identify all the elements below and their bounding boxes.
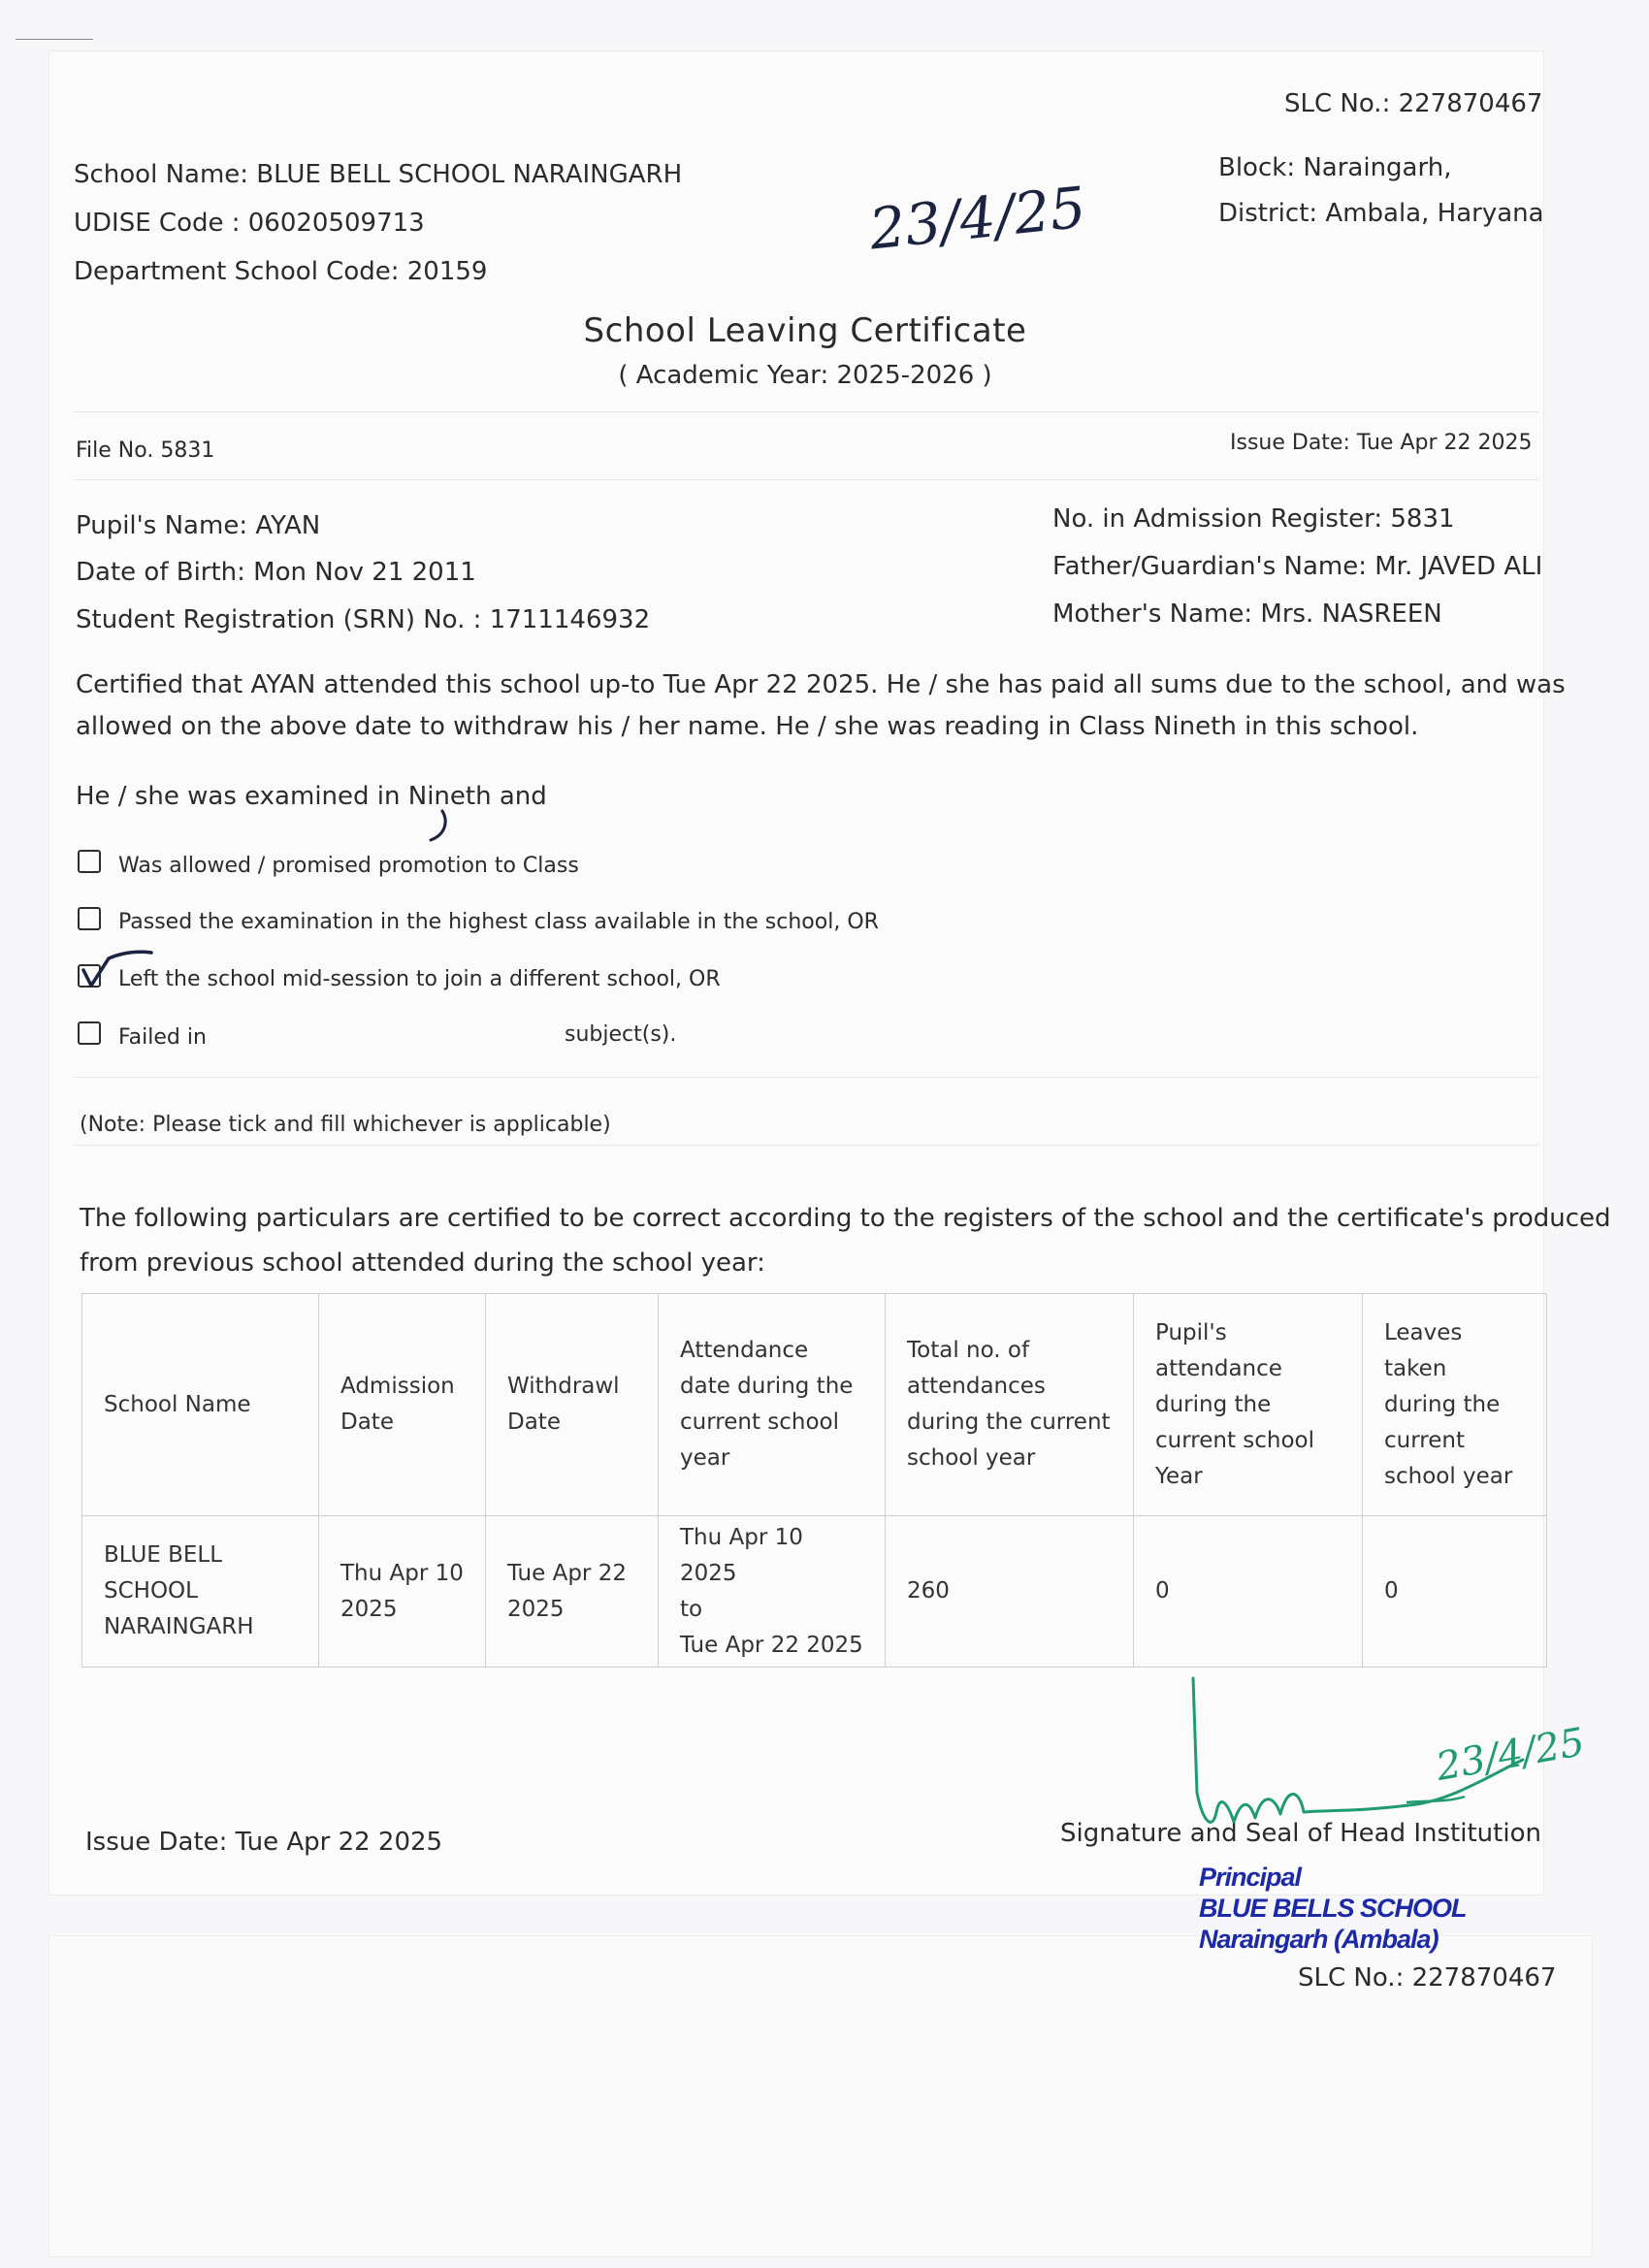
- stamp-principal: Principal: [1199, 1863, 1302, 1892]
- particulars-line-2: from previous school attended during the school year:: [80, 1248, 765, 1278]
- signature-label: Signature and Seal of Head Institution: [1060, 1819, 1541, 1848]
- table-cell-text: 2025: [340, 1596, 398, 1622]
- table-header-text: School Name: [104, 1391, 251, 1417]
- cell-admission-date: [319, 1516, 486, 1668]
- table-cell-text: BLUE BELL: [104, 1542, 223, 1568]
- table-header-text: during the: [1155, 1391, 1272, 1417]
- table-header-text: date during the: [680, 1374, 854, 1399]
- table-cell-text: Thu Apr 10: [340, 1560, 464, 1586]
- table-cell-text: 0: [1155, 1578, 1170, 1604]
- header-school-name: [82, 1294, 319, 1516]
- pupil-name: Pupil's Name: AYAN: [76, 511, 321, 540]
- table-header-text: current: [1384, 1427, 1465, 1453]
- date-of-birth: Date of Birth: Mon Nov 21 2011: [76, 558, 476, 587]
- divider: [74, 479, 1538, 480]
- table-cell-text: 2025: [507, 1596, 565, 1622]
- scan-mark: [16, 39, 93, 40]
- table-cell-text: NARAINGARH: [104, 1614, 254, 1639]
- table-cell-text: Thu Apr 10 2025: [680, 1524, 803, 1586]
- table-header-text: taken: [1384, 1355, 1447, 1381]
- table-header-text: Date: [507, 1409, 561, 1435]
- table-cell-text: Tue Apr 22 2025: [680, 1632, 863, 1658]
- header-attendance-date: [659, 1294, 886, 1516]
- father-name: Father/Guardian's Name: Mr. JAVED ALI: [1052, 552, 1543, 581]
- particulars-table: [81, 1293, 1547, 1668]
- block: Block: Naraingarh,: [1218, 153, 1452, 182]
- slc-number-bottom: SLC No.: 227870467: [1298, 1963, 1557, 1993]
- admission-register-no: No. in Admission Register: 5831: [1052, 504, 1455, 534]
- particulars-line-1: The following particulars are certified to be correct according to the registers of the school and the certificate's produced: [80, 1204, 1611, 1233]
- option-failed-label: Failed in: [118, 1025, 207, 1050]
- certified-line-2: allowed on the above date to withdraw his / her name. He / she was reading in Class Nineth in this school.: [76, 712, 1419, 741]
- file-number: File No. 5831: [76, 438, 215, 463]
- table-header-text: Leaves: [1384, 1319, 1463, 1345]
- issue-date-top: Issue Date: Tue Apr 22 2025: [1230, 431, 1533, 455]
- cell-pupil-attendance: [1134, 1516, 1363, 1668]
- table-header-text: during the current: [907, 1409, 1111, 1435]
- cell-school-name: [82, 1516, 319, 1668]
- header-admission-date: [319, 1294, 486, 1516]
- divider: [74, 1145, 1538, 1146]
- checkbox-passed[interactable]: [78, 907, 101, 930]
- school-name: School Name: BLUE BELL SCHOOL NARAINGARH: [74, 160, 683, 189]
- slc-number-top: SLC No.: 227870467: [1284, 89, 1543, 118]
- certified-line-1: Certified that AYAN attended this school up-to Tue Apr 22 2025. He / she has paid all sums due to the school, and was: [76, 670, 1566, 699]
- divider: [74, 1077, 1538, 1078]
- cell-total-attendances: [886, 1516, 1134, 1668]
- table-header-text: current school: [680, 1409, 840, 1435]
- table-cell-text: 0: [1384, 1578, 1399, 1604]
- udise-code: UDISE Code : 06020509713: [74, 209, 425, 238]
- table-header-text: Attendance: [680, 1338, 809, 1363]
- checkbox-failed[interactable]: [78, 1021, 101, 1045]
- table-cell-text: Tue Apr 22: [507, 1560, 627, 1586]
- table-header-text: Pupil's: [1155, 1319, 1227, 1345]
- table-header-text: Total no. of: [907, 1338, 1030, 1363]
- srn-number: Student Registration (SRN) No. : 1711146932: [76, 605, 651, 634]
- pen-stroke-mark: [427, 807, 456, 846]
- department-code: Department School Code: 20159: [74, 257, 488, 286]
- table-header-text: Admission: [340, 1374, 455, 1399]
- divider: [74, 411, 1538, 412]
- handwritten-date: 23/4/25: [866, 174, 1089, 263]
- stamp-location: Naraingarh (Ambala): [1199, 1925, 1439, 1954]
- option-promotion-label: Was allowed / promised promotion to Class: [118, 854, 579, 878]
- header-withdrawl-date: [486, 1294, 659, 1516]
- table-header-text: attendance: [1155, 1355, 1282, 1381]
- table-header-text: Date: [340, 1409, 394, 1435]
- header-pupil-attendance: [1134, 1294, 1363, 1516]
- stamp-school: BLUE BELLS SCHOOL: [1199, 1894, 1467, 1923]
- table-header-text: Withdrawl: [507, 1374, 620, 1399]
- table-header-text: year: [680, 1445, 730, 1471]
- signature-date: 23/4/25: [1433, 1719, 1589, 1791]
- table-cell-text: SCHOOL: [104, 1578, 198, 1604]
- district: District: Ambala, Haryana: [1218, 199, 1544, 228]
- issue-date-bottom: Issue Date: Tue Apr 22 2025: [85, 1828, 443, 1857]
- table-header-text: current school: [1155, 1427, 1315, 1453]
- table-header-text: attendances: [907, 1374, 1046, 1399]
- header-leaves-taken: [1363, 1294, 1547, 1516]
- option-left-label: Left the school mid-session to join a different school, OR: [118, 967, 721, 991]
- table-header-text: Year: [1155, 1463, 1203, 1489]
- mother-name: Mother's Name: Mrs. NASREEN: [1052, 599, 1442, 629]
- checkbox-promotion[interactable]: [78, 850, 101, 873]
- header-total-attendances: [886, 1294, 1134, 1516]
- certificate-title: School Leaving Certificate: [583, 311, 1027, 350]
- option-passed-label: Passed the examination in the highest class available in the school, OR: [118, 910, 879, 934]
- academic-year: ( Academic Year: 2025-2026 ): [618, 361, 992, 390]
- table-row: [82, 1516, 1547, 1668]
- option-failed-suffix: subject(s).: [565, 1022, 677, 1047]
- examined-line: He / she was examined in Nineth and: [76, 782, 547, 811]
- note: (Note: Please tick and fill whichever is applicable): [80, 1113, 611, 1137]
- table-header-text: school year: [1384, 1463, 1513, 1489]
- table-cell-text: 260: [907, 1578, 950, 1604]
- table-header-text: school year: [907, 1445, 1036, 1471]
- cell-leaves-taken: [1363, 1516, 1547, 1668]
- table-cell-text: to: [680, 1596, 703, 1622]
- cell-attendance-date: [659, 1516, 886, 1668]
- table-header-row: [82, 1294, 1547, 1516]
- cell-withdrawl-date: [486, 1516, 659, 1668]
- table-header-text: during the: [1384, 1391, 1501, 1417]
